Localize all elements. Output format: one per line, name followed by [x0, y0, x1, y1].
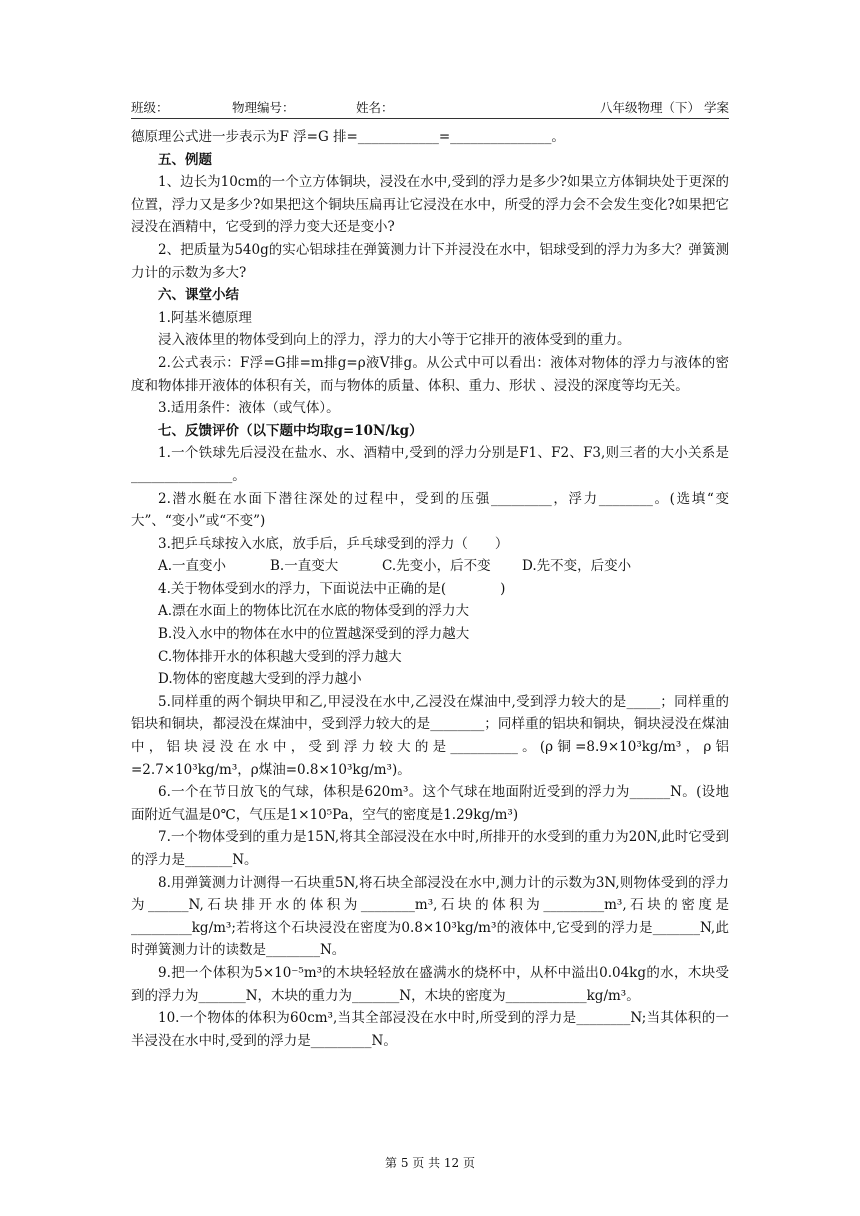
page-footer: 第 5 页 共 12 页 — [385, 1156, 475, 1170]
option-a: A.一直变小 — [158, 558, 227, 575]
question-6: 6.一个在节日放飞的气球，体积是620m³。这个气球在地面附近受到的浮力为______N。(设地面附近气温是0℃，气压是1×10⁵Pa，空气的密度是1.29kg/m³) — [131, 784, 729, 823]
option-c: C.先变小，后不变 — [382, 558, 491, 575]
header-title: 八年级物理（下） 学案 — [600, 100, 729, 115]
summary-3: 3.适用条件：液体（或气体）。 — [158, 400, 340, 417]
question-7: 7.一个物体受到的重力是15N,将其全部浸没在水中时,所排开的水受到的重力为20N,此时它受到的浮力是_______N。 — [131, 829, 729, 868]
question-3: 3.把乒乓球按入水底，放手后，乒乓球受到的浮力（ ） — [158, 535, 509, 552]
question-5: 5.同样重的两个铜块甲和乙,甲浸没在水中,乙浸没在煤油中,受到浮力较大的是_____；同样重的铝块和铜块，都浸没在煤油中，受到浮力较大的是________；同样重的铝块和铜块，铜块浸没在煤油中，铝块浸没在水中，受到浮力较大的是__________。(ρ铜=8.9×10³kg/m³，ρ铝=2.7×10³kg/m³，ρ煤油=0.8×10³kg/m³)。 — [131, 693, 729, 778]
summary-2: 2.公式表示：F浮=G排=m排g=ρ液V排g。从公式中可以看出：液体对物体的浮力与液体的密度和物体排开液体的体积有关，而与物体的质量、体积、重力、形状 、浸没的深度等均无关。 — [131, 354, 729, 394]
question-3-options — [131, 555, 729, 578]
question-4: 4.关于物体受到水的浮力，下面说法中正确的是( ) — [158, 580, 506, 597]
question-4-option-a: A.漂在水面上的物体比沉在水底的物体受到的浮力大 — [158, 603, 470, 620]
question-1: 1.一个铁球先后浸没在盐水、水、酒精中,受到的浮力分别是F1、F2、F3,则三者的大小关系是_______________。 — [131, 445, 729, 484]
section-summary: 六、课堂小结 — [158, 287, 239, 304]
question-4-option-d: D.物体的密度越大受到的浮力越小 — [158, 671, 362, 688]
section-examples: 五、例题 — [158, 151, 212, 168]
option-b: B.一直变大 — [270, 558, 339, 575]
question-4-option-b: B.没入水中的物体在水中的位置越深受到的浮力越大 — [158, 626, 470, 643]
option-d: D.先不变，后变小 — [522, 558, 632, 575]
formula-line: 德原理公式进一步表示为F 浮=G 排=____________=_______________。 — [131, 129, 565, 145]
number-label: 物理编号： — [232, 100, 295, 115]
question-8: 8.用弹簧测力计测得一石块重5N,将石块全部浸没在水中,测力计的示数为3N,则物体受到的浮力为______N,石块排开水的体积为________m³,石块的体积为_________m³,石块的密度是_________kg/m³;若将这个石块浸没在密度为0.8×10³kg/m³的液体中,它受到的浮力是_______N,此时弹簧测力计的读数是________N。 — [131, 874, 729, 959]
class-label: 班级： — [131, 100, 169, 115]
example-1: 1、边长为10cm的一个立方体铜块，浸没在水中,受到的浮力是多少?如果立方体铜块处于更深的位置，浮力又是多少?如果把这个铜块压扁再让它浸没在水中，所受的浮力会不会发生变化?如果把它浸没在酒精中，它受到的浮力变大还是变小? — [131, 174, 729, 236]
worksheet-content — [131, 126, 729, 1052]
question-2: 2.潜水艇在水面下潜往深处的过程中，受到的压强_________，浮力________。(选填“变大”、“变小”或“不变”) — [131, 490, 729, 530]
summary-1: 1.阿基米德原理 — [158, 309, 252, 326]
page-header — [131, 96, 729, 119]
question-4-option-c: C.物体排开水的体积越大受到的浮力越大 — [158, 648, 402, 665]
question-10: 10.一个物体的体积为60cm³,当其全部浸没在水中时,所受到的浮力是________N;当其体积的一半浸没在水中时,受到的浮力是_________N。 — [131, 1010, 729, 1049]
name-label: 姓名： — [356, 100, 394, 115]
example-2: 2、把质量为540g的实心铝球挂在弹簧测力计下并浸没在水中，铝球受到的浮力为多大？弹簧测力计的示数为多大? — [131, 241, 729, 281]
summary-1-text: 浸入液体里的物体受到向上的浮力，浮力的大小等于它排开的液体受到的重力。 — [158, 332, 631, 349]
section-feedback: 七、反馈评价（以下题中均取g=10N/kg） — [158, 422, 423, 439]
question-9: 9.把一个体积为5×10⁻⁵m³的木块轻轻放在盛满水的烧杯中，从杯中溢出0.04kg的水，木块受到的浮力为_______N，木块的重力为_______N，木块的密度为____________kg/m³。 — [131, 964, 729, 1004]
